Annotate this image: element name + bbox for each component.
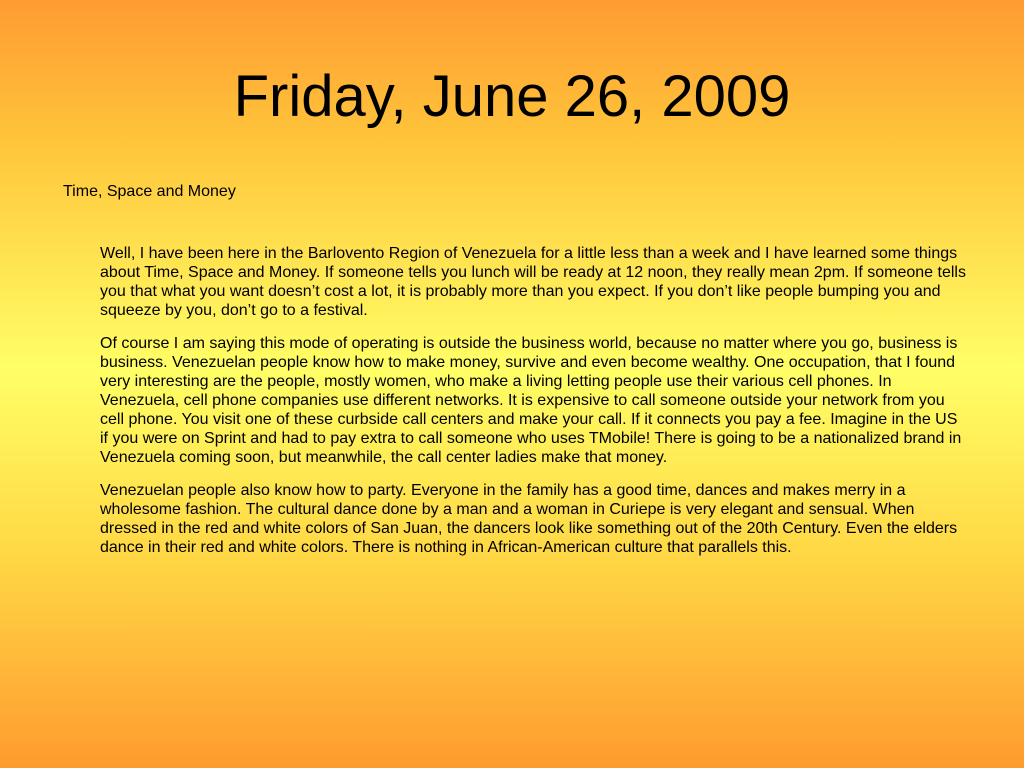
body-text — [100, 244, 966, 571]
paragraph-1: Well, I have been here in the Barlovento Region of Venezuela for a little less than a week and I have learned some things about Time, Space and Money. If someone tells you lunch will be ready at 12 noon, they really mean 2pm. If someone tells you that what you want doesn’t cost a lot, it is probably more than you expect. If you don’t like people bumping you and squeeze by you, don’t go to a festival. — [100, 245, 966, 319]
slide-title: Friday, June 26, 2009 — [233, 64, 791, 129]
paragraph-2: Of course I am saying this mode of operating is outside the business world, because no matter where you go, business is business. Venezuelan people know how to make money, survive and even become wealthy. One occupation, that I found very interesting are the people, mostly women, who make a living letting people use their various cell phones. In Venezuela, cell phone companies use different networks. It is expensive to call someone outside your network from you cell phone. You visit one of these curbside call centers and make your call. If it connects you pay a fee. Imagine in the US if you were on Sprint and had to pay extra to call someone who uses TMobile! There is going to be a nationalized brand in Venezuela coming soon, but meanwhile, the call center ladies make that money. — [100, 335, 962, 466]
paragraph-3: Venezuelan people also know how to party. Everyone in the family has a good time, dances and makes merry in a wholesome fashion. The cultural dance done by a man and a woman in Curiepe is very elegant and sensual. When dressed in the red and white colors of San Juan, the dancers look like something out of the 20th Century. Even the elders dance in their red and white colors. There is nothing in African-American culture that parallels this. — [100, 482, 958, 556]
slide-subtitle: Time, Space and Money — [63, 183, 236, 200]
